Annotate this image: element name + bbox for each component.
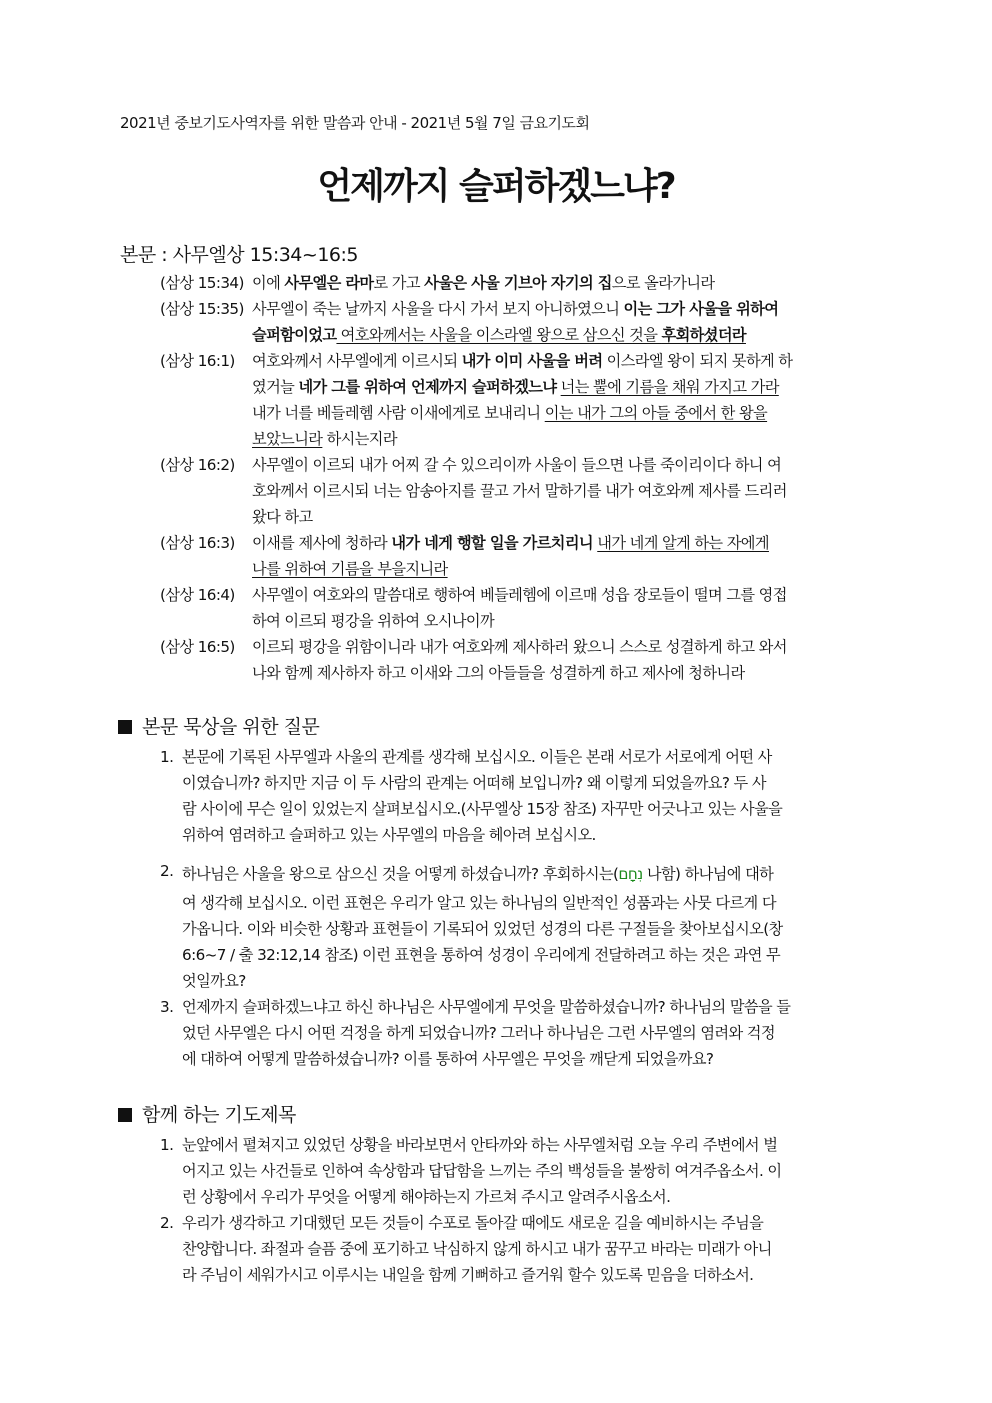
question-list [160,744,850,1072]
verse-line: 나와 함께 제사하자 하고 이새와 그의 아들들을 성결하게 하고 제사에 청하니라 [252,664,745,682]
list-item [160,858,850,994]
list-line: 었던 사무엘은 다시 어떤 걱정을 하게 되었습니까? 그러나 하나님은 그런 사무엘의 염려와 걱정 [182,1024,775,1042]
list-line: 에 대하여 어떻게 말씀하셨습니까? 이를 통하여 사무엘은 무엇을 깨닫게 되었을까요? [182,1050,714,1068]
square-bullet-icon [118,1108,132,1122]
list-line: 눈앞에서 펼쳐지고 있었던 상황을 바라보면서 안타까와 하는 사무엘처럼 오늘 우리 주변에서 벌 [182,1136,778,1154]
list-number: 3. [160,998,174,1016]
list-line: 본문에 기록된 사무엘과 사울의 관계를 생각해 보십시오. 이들은 본래 서로가 서로에게 어떤 사 [182,748,772,766]
verse-line: 호와께서 이르시되 너는 암송아지를 끌고 가서 말하기를 내가 여호와께 제사를 드리러 [252,482,787,500]
scripture-verses [160,270,850,686]
verse-line: 나를 위하여 기름을 부을지니라 [252,560,448,578]
list-line: 람 사이에 무슨 일이 있었는지 살펴보십시오.(사무엘상 15장 참조) 자꾸만 어긋나고 있는 사울을 [182,800,783,818]
list-line: 위하여 염려하고 슬퍼하고 있는 사무엘의 마음을 헤아려 보십시오. [182,826,596,844]
hebrew-word: נִחָם [618,865,643,883]
list-line: 이였습니까? 하지만 지금 이 두 사람의 관계는 어떠해 보입니까? 왜 이렇게 되었을까요? 두 사 [182,774,766,792]
verse-reference: (삼상 15:35) [160,300,244,318]
list-line: 우리가 생각하고 기대했던 모든 것들이 수포로 돌아갈 때에도 새로운 길을 예비하시는 주님을 [182,1214,764,1232]
list-line: 찬양합니다. 좌절과 슬픔 중에 포기하고 낙심하지 않게 하시고 내가 꿈꾸고 바라는 미래가 아니 [182,1240,772,1258]
list-line: 여 생각해 보십시오. 이런 표현은 우리가 알고 있는 하나님의 일반적인 성품과는 사뭇 다르게 다 [182,894,776,912]
verse-line: 여호와께서 사무엘에게 이르시되 내가 이미 사울을 버려 이스라엘 왕이 되지 못하게 하 [252,352,793,370]
square-bullet-icon [118,720,132,734]
document-title: 언제까지 슬퍼하겠느냐? [317,166,675,207]
document-header: 2021년 중보기도사역자를 위한 말씀과 안내 - 2021년 5월 7일 금요기도회 [120,114,590,132]
verse-reference: (삼상 16:5) [160,638,235,656]
section-title-text: 본문 묵상을 위한 질문 [142,716,320,738]
list-line: 6:6~7 / 출 32:12,14 참조) 이런 표현을 통하여 성경이 우리에게 전달하려고 하는 것은 과연 무 [182,946,781,964]
verse-line: 왔다 하고 [252,508,313,526]
list-item [160,744,850,848]
verse-reference: (삼상 16:3) [160,534,235,552]
list-number: 2. [160,862,174,880]
list-line: 가옵니다. 이와 비슷한 상황과 표현들이 기록되어 있었던 성경의 다른 구절들을 찾아보십시오(창 [182,920,783,938]
verse-block [160,348,850,452]
list-item [160,1210,850,1288]
section-title-questions [118,712,319,739]
verse-line: 사무엘이 죽는 날까지 사울을 다시 가서 보지 아니하였으니 이는 그가 사울을 위하여 [252,300,779,318]
section-title-text: 함께 하는 기도제목 [142,1104,296,1126]
verse-line: 사무엘이 이르되 내가 어찌 갈 수 있으리이까 사울이 들으면 나를 죽이리이다 하니 여 [252,456,782,474]
list-number: 1. [160,748,174,766]
list-line: 하나님은 사울을 왕으로 삼으신 것을 어떻게 하셨습니까? 후회하시는(נִחָם 나함) 하나님에 대하 [182,865,774,883]
list-number: 1. [160,1136,174,1154]
list-line: 어지고 있는 사건들로 인하여 속상함과 답답함을 느끼는 주의 백성들을 불쌍히 여겨주옵소서. 이 [182,1162,782,1180]
list-line: 라 주님이 세워가시고 이루시는 내일을 함께 기뻐하고 즐거워 할수 있도록 믿음을 더하소서. [182,1266,754,1284]
verse-block [160,452,850,530]
verse-line: 내가 너를 베들레헴 사람 이새에게로 보내리니 이는 내가 그의 아들 중에서 한 왕을 [252,404,768,422]
list-number: 2. [160,1214,174,1232]
verse-line: 사무엘이 여호와의 말씀대로 행하여 베들레헴에 이르매 성읍 장로들이 떨며 그를 영접 [252,586,787,604]
list-line: 언제까지 슬퍼하겠느냐고 하신 하나님은 사무엘에게 무엇을 말씀하셨습니까? 하나님의 말씀을 들 [182,998,791,1016]
list-line: 런 상황에서 우리가 무엇을 어떻게 해야하는지 가르쳐 주시고 알려주시옵소서. [182,1188,671,1206]
verse-line: 슬퍼함이었고 여호와께서는 사울을 이스라엘 왕으로 삼으신 것을 후회하셨더라 [252,326,746,344]
passage-reference: 본문 : 사무엘상 15:34~16:5 [120,244,358,266]
section-title-prayer [118,1100,296,1127]
verse-line: 였거늘 네가 그를 위하여 언제까지 슬퍼하겠느냐 너는 뿔에 기름을 채워 가지고 가라 [252,378,779,396]
verse-line: 보았느니라 하시는지라 [252,430,397,448]
verse-reference: (삼상 16:1) [160,352,235,370]
verse-reference: (삼상 15:34) [160,274,244,292]
verse-line: 하여 이르되 평강을 위하여 오시나이까 [252,612,495,630]
list-item [160,994,850,1072]
verse-line: 이새를 제사에 청하라 내가 네게 행할 일을 가르치리니 내가 네게 알게 하는 자에게 [252,534,769,552]
verse-block [160,582,850,634]
verse-block [160,530,850,582]
prayer-list [160,1132,850,1288]
verse-reference: (삼상 16:4) [160,586,235,604]
list-item [160,1132,850,1210]
verse-block [160,270,850,296]
verse-block [160,296,850,348]
verse-line: 이르되 평강을 위함이니라 내가 여호와께 제사하러 왔으니 스스로 성결하게 하고 와서 [252,638,787,656]
verse-reference: (삼상 16:2) [160,456,235,474]
list-line: 엇일까요? [182,972,246,990]
verse-line: 이에 사무엘은 라마로 가고 사울은 사울 기브아 자기의 집으로 올라가니라 [252,274,715,292]
verse-block [160,634,850,686]
